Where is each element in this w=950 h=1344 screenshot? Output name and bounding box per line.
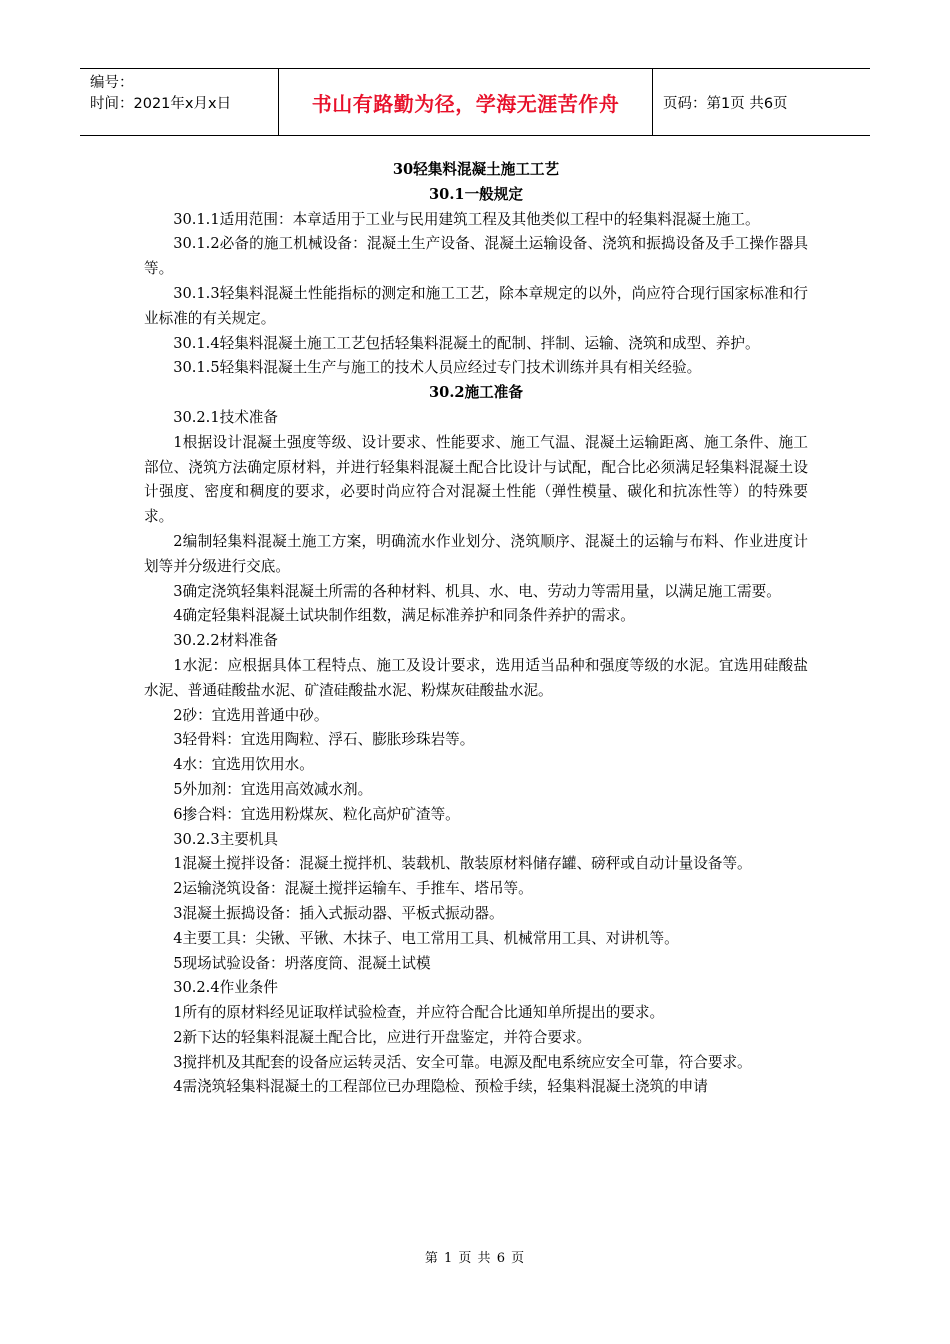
paragraph: 3轻骨料：宜选用陶粒、浮石、膨胀珍珠岩等。	[173, 731, 475, 749]
paragraph: 30.2.4作业条件	[173, 979, 278, 997]
page-info: 页码：第1页 共6页	[663, 95, 788, 112]
header-motto-cell	[278, 69, 653, 135]
paragraph: 4确定轻集料混凝土试块制作组数，满足标准养护和同条件养护的需求。	[173, 607, 635, 625]
paragraph: 5外加剂：宜选用高效减水剂。	[173, 780, 373, 798]
paragraph: 5现场试验设备：坍落度筒、混凝土试模	[173, 954, 431, 972]
paragraph: 30.2.1技术准备	[173, 408, 278, 426]
section-heading: 30.1一般规定	[429, 185, 523, 203]
paragraph: 2编制轻集料混凝土施工方案，明确流水作业划分、浇筑顺序、混凝土的运输与布料、作业进度计划等并分级进行交底。	[144, 532, 808, 575]
time-label: 时间：2021年x月x日	[90, 96, 232, 112]
paragraph: 2运输浇筑设备：混凝土搅拌运输车、手推车、塔吊等。	[173, 880, 533, 898]
paragraph: 30.1.4轻集料混凝土施工工艺包括轻集料混凝土的配制、拌制、运输、浇筑和成型、养护。	[173, 334, 760, 352]
paragraph: 3混凝土振捣设备：插入式振动器、平板式振动器。	[173, 904, 504, 922]
paragraph: 2新下达的轻集料混凝土配合比，应进行开盘鉴定，并符合要求。	[173, 1028, 592, 1046]
document-title: 30轻集料混凝土施工工艺	[392, 161, 560, 178]
paragraph: 30.1.5轻集料混凝土生产与施工的技术人员应经过专门技术训练并具有相关经验。	[173, 359, 702, 377]
paragraph: 3确定浇筑轻集料混凝土所需的各种材料、机具、水、电、劳动力等需用量，以满足施工需要。	[173, 582, 781, 600]
paragraph: 30.2.3主要机具	[173, 830, 278, 848]
document-blocks	[144, 183, 808, 1100]
header-table	[80, 68, 870, 136]
paragraph: 4需浇筑轻集料混凝土的工程部位已办理隐检、预检手续，轻集料混凝土浇筑的申请	[173, 1078, 708, 1096]
paragraph: 4水：宜选用饮用水。	[173, 756, 314, 774]
paragraph: 1根据设计混凝土强度等级、设计要求、性能要求、施工气温、混凝土运输距离、施工条件、施工部位、浇筑方法确定原材料，并进行轻集料混凝土配合比设计与试配，配合比必须满足轻集料混凝土设计强度、密度和稠度的要求，必要时尚应符合对混凝土性能（弹性模量、碳化和抗冻性等）的特殊要求。	[144, 433, 808, 526]
section-heading: 30.2施工准备	[429, 384, 523, 402]
paragraph: 30.1.3轻集料混凝土性能指标的测定和施工工艺，除本章规定的以外，尚应符合现行国家标准和行业标准的有关规定。	[144, 284, 808, 327]
number-label: 编号：	[90, 75, 134, 91]
paragraph: 30.2.2材料准备	[173, 632, 278, 650]
paragraph: 30.1.1适用范围：本章适用于工业与民用建筑工程及其他类似工程中的轻集料混凝土施工。	[173, 210, 760, 228]
header-meta-cell	[80, 69, 278, 135]
header-page-cell	[653, 69, 870, 135]
paragraph: 30.1.2必备的施工机械设备：混凝土生产设备、混凝土运输设备、浇筑和振捣设备及手工操作器具等。	[144, 235, 808, 278]
paragraph: 2砂：宜选用普通中砂。	[173, 706, 329, 724]
motto-text: 书山有路勤为径，学海无涯苦作舟	[311, 91, 620, 116]
paragraph: 1混凝土搅拌设备：混凝土搅拌机、装载机、散装原材料储存罐、磅秤或自动计量设备等。	[173, 855, 752, 873]
page-footer: 第 1 页 共 6 页	[424, 1251, 526, 1266]
paragraph: 4主要工具：尖锹、平锹、木抹子、电工常用工具、机械常用工具、对讲机等。	[173, 929, 679, 947]
paragraph: 3搅拌机及其配套的设备应运转灵活、安全可靠。电源及配电系统应安全可靠，符合要求。	[173, 1053, 752, 1071]
paragraph: 6掺合料：宜选用粉煤灰、粒化高炉矿渣等。	[173, 805, 460, 823]
paragraph: 1所有的原材料经见证取样试验检查，并应符合配合比通知单所提出的要求。	[173, 1004, 665, 1022]
document-body	[144, 158, 808, 1100]
paragraph: 1水泥：应根据具体工程特点、施工及设计要求，选用适当品种和强度等级的水泥。宜选用硅酸盐水泥、普通硅酸盐水泥、矿渣硅酸盐水泥、粉煤灰硅酸盐水泥。	[144, 656, 808, 699]
